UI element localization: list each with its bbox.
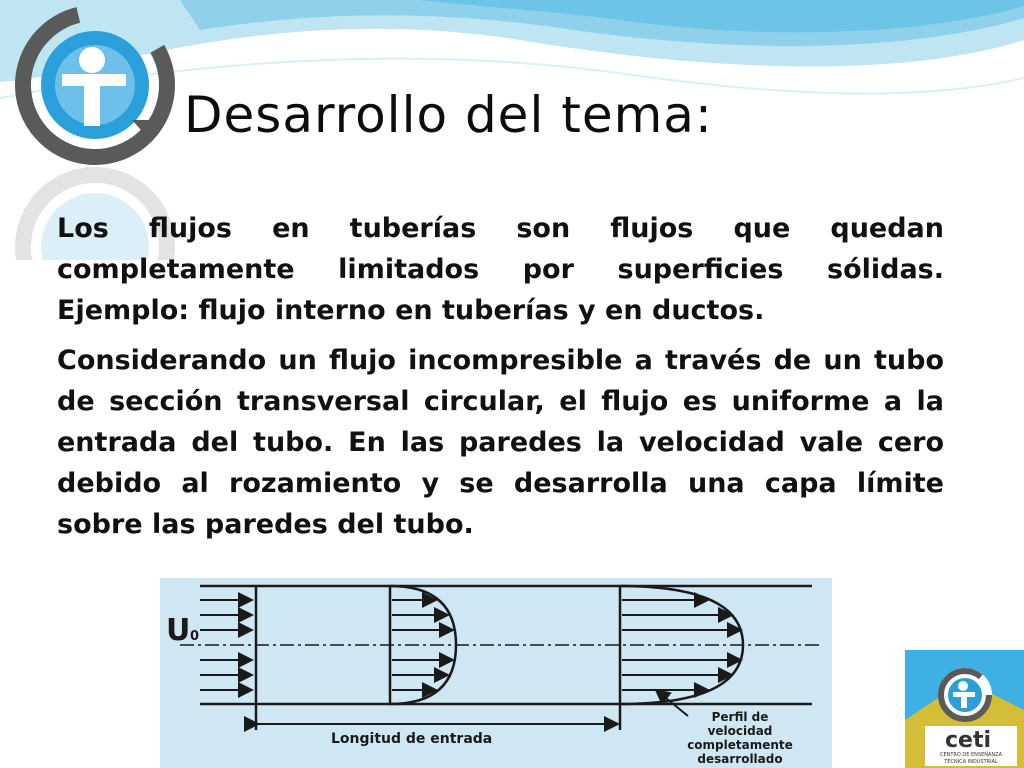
profile-label-line-1: Perfil de (711, 710, 769, 724)
profile-label-line-3: completamente (687, 738, 793, 752)
ceti-logo (905, 650, 1024, 768)
entrance-length-label: Longitud de entrada (331, 731, 493, 747)
ceti-logo-name: ceti (945, 728, 992, 753)
profile-label-line-2: velocidad (707, 724, 773, 738)
ceti-logo-caption-2: TÉCNICA INDUSTRIAL (944, 759, 998, 765)
paragraph-pipe-flow-definition: Los flujos en tuberías son flujos que quedan completamente limitados por superficies sólidas. Ejemplo: flujo interno en tuberías y en ductos. (57, 213, 944, 326)
ceti-logo-caption-1: CENTRO DE ENSEÑANZA (939, 752, 1003, 758)
inlet-velocity-label: U (166, 613, 191, 648)
paragraph-boundary-layer: Considerando un flujo incompresible a través de un tubo de sección transversal circular, el flujo es uniforme a la entrada del tubo. En las paredes la velocidad vale cero debido al rozamiento y se desarrolla una capa límite sobre las paredes del tubo. (57, 345, 944, 540)
profile-label-line-4: desarrollado (697, 752, 783, 766)
slide-title: Desarrollo del tema: (184, 86, 713, 144)
inlet-velocity-subscript: 0 (190, 629, 200, 644)
pipe-flow-diagram (160, 578, 832, 768)
